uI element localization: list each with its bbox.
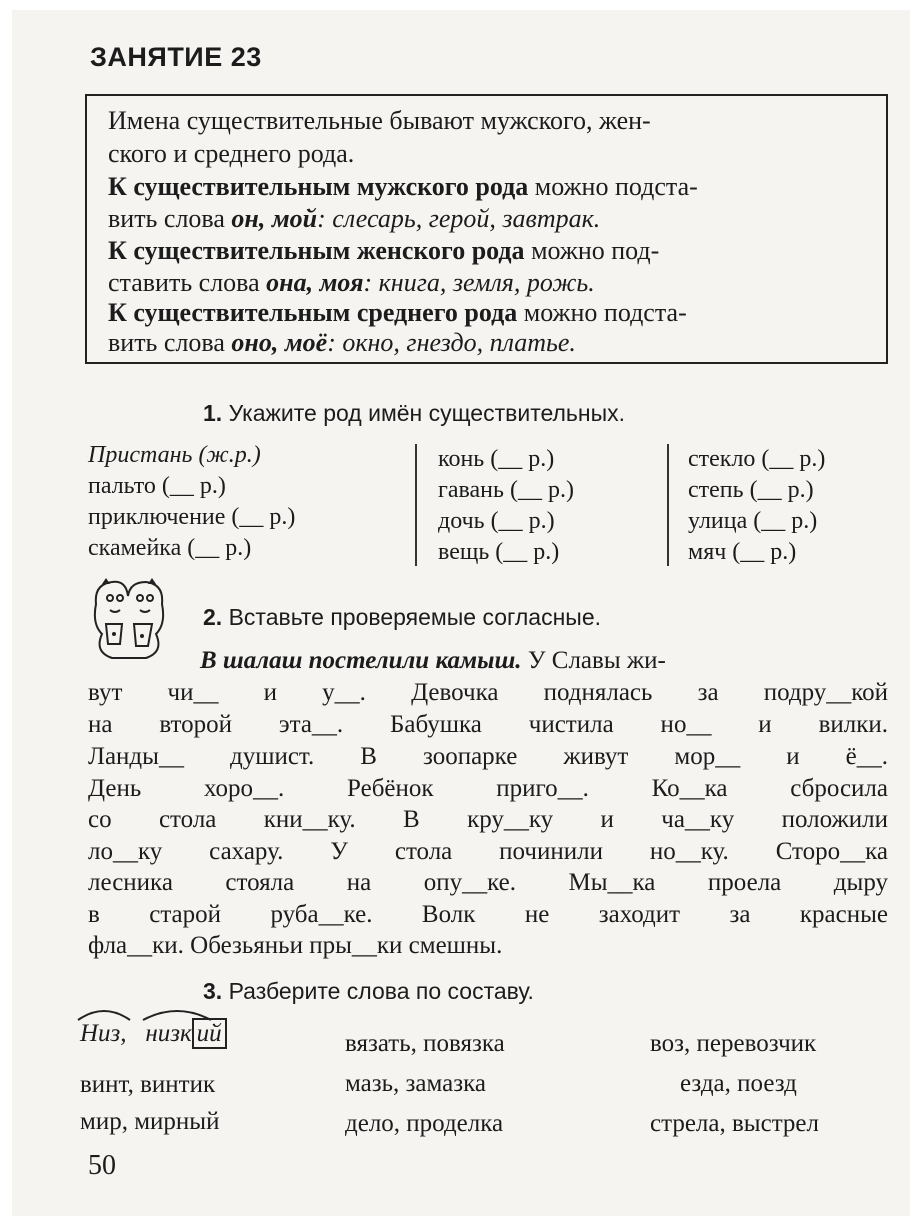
root-arc-icon xyxy=(141,1006,213,1022)
rule-neuter-line-2: вить слова оно, моё: окно, гнездо, платье. xyxy=(108,328,576,357)
task3-column-2 xyxy=(345,1024,505,1144)
task2-line: на второй эта__. Бабушка чистила но__ и вилки. xyxy=(88,711,888,738)
task3-words: мир, мирный xyxy=(80,1108,220,1135)
task3-column-1 xyxy=(80,1066,219,1140)
task1-column-2 xyxy=(438,444,574,568)
task2-line: фла__ки. Обезьяньи пры__ки смешны. xyxy=(88,932,503,959)
rule-masculine-line-1: К существительным мужского рода можно подста- xyxy=(108,172,698,201)
ending-box: ий xyxy=(192,1018,227,1049)
rule-line-2: ского и среднего рода. xyxy=(108,139,355,168)
lesson-title: ЗАНЯТИЕ 23 xyxy=(90,42,262,72)
task1-word: скамейка (__ р.) xyxy=(88,535,252,561)
task1-word: приключение (__ р.) xyxy=(88,504,296,530)
task3-words: дело, проделка xyxy=(345,1110,504,1137)
task1-word: улица (__ р.) xyxy=(688,508,818,534)
task2-heading: 2. Вставьте проверяемые согласные. xyxy=(203,604,602,630)
task2-example: В шалаш постелили камыш. xyxy=(200,647,522,674)
task3-words: мазь, замазка xyxy=(345,1070,486,1097)
rule-line-1: Имена существительные бывают мужского, жен- xyxy=(108,106,651,135)
task2-line: со стола кни__ку. В кру__ку и ча__ку положили xyxy=(88,806,888,833)
task1-heading: 1. Укажите род имён существительных. xyxy=(203,400,626,426)
rule-masculine-line-2: вить слова он, мой: слесарь, герой, завтрак. xyxy=(108,204,601,233)
task3-example xyxy=(80,1020,227,1048)
task3-words: вязать, повязка xyxy=(345,1030,505,1057)
task2-line: в старой руба__ке. Волк не заходит за красные xyxy=(88,901,888,928)
root-marked-word: Низ, xyxy=(80,1020,133,1047)
task3-words: воз, перевозчик xyxy=(650,1030,817,1057)
morpheme-parsed-word: низк ий xyxy=(145,1020,226,1047)
rule-neuter-line-1: К существительным среднего рода можно подста- xyxy=(108,298,687,327)
task1-word: гавань (__ р.) xyxy=(438,477,574,503)
task1-column-1 xyxy=(88,440,295,564)
column-divider xyxy=(667,444,669,566)
task1-word: степь (__ р.) xyxy=(688,477,814,503)
task1-column-3 xyxy=(688,444,825,568)
task2-line-0: В шалаш постелили камыш. У Славы жи- xyxy=(200,647,666,674)
task1-word: пальто (__ р.) xyxy=(88,473,226,499)
task2-line: День хоро__. Ребёнок приго__. Ко__ка сбросила xyxy=(88,775,888,802)
task3-column-3 xyxy=(650,1024,819,1144)
task3-words: винт, винтик xyxy=(80,1071,216,1098)
task1-word: стекло (__ р.) xyxy=(688,446,826,472)
root-arc-icon xyxy=(76,1006,132,1022)
task1-word: конь (__ р.) xyxy=(438,446,555,472)
rule-feminine-line-2: ставить слова она, моя: книга, земля, рожь. xyxy=(108,268,595,297)
task1-word: мяч (__ р.) xyxy=(688,539,797,565)
task3-heading: 3. Разберите слова по составу. xyxy=(203,978,534,1004)
task2-line: Ланды__ душист. В зоопарке живут мор__ и ё__. xyxy=(88,743,888,770)
sacks-illustration-icon xyxy=(86,574,172,664)
column-divider xyxy=(415,444,417,566)
task3-words: езда, поезд xyxy=(680,1070,797,1097)
task2-line: ло__ку сахару. У стола починили но__ку. Сторо__ка xyxy=(88,838,888,865)
page-number: 50 xyxy=(88,1150,116,1181)
rule-feminine-line-1: К существительным женского рода можно под- xyxy=(108,236,660,265)
task1-word: дочь (__ р.) xyxy=(438,508,555,534)
task1-example: Пристань (ж.р.) xyxy=(88,442,261,468)
task2-line: лесника стояла на опу__ке. Мы__ка проела дыру xyxy=(88,869,888,896)
task3-words: стрела, выстрел xyxy=(650,1110,819,1137)
task1-word: вещь (__ р.) xyxy=(438,539,560,565)
task2-line: вут чи__ и у__. Девочка поднялась за подру__кой xyxy=(88,679,888,706)
